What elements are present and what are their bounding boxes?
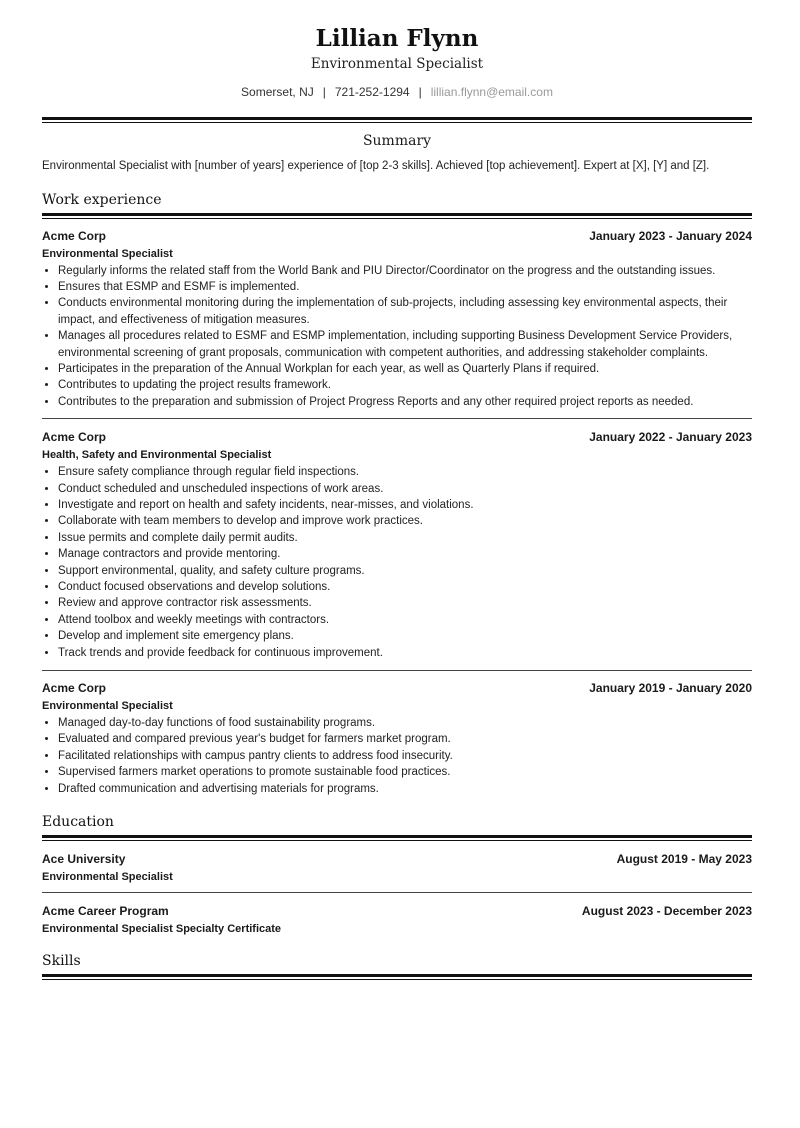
contact-line <box>42 84 752 100</box>
list-item: • Drafted communication and advertising materials for programs. <box>58 781 752 797</box>
list-item: • Issue permits and complete daily permit audits. <box>58 530 752 546</box>
summary-text: Environmental Specialist with [number of years] experience of [top 2-3 skills]. Achieved [top achievement]. Expert at [X], [Y] and [Z]. <box>42 160 710 172</box>
entry-divider <box>42 670 752 671</box>
list-item: • Ensures that ESMP and ESMF is implemented. <box>58 279 752 295</box>
work-experience-heading: Work experience <box>42 191 162 208</box>
list-item: • Conducts environmental monitoring during the implementation of sub-projects, including assessing key environmental aspects, their impact, and effectiveness of mitigation measures. <box>58 295 752 328</box>
phone-text: 721-252-1294 <box>334 85 410 99</box>
education-entry <box>42 851 752 886</box>
job-bullets <box>42 715 752 797</box>
job-header <box>42 228 752 245</box>
job-bullets <box>42 464 752 661</box>
email-link[interactable]: lillian.flynn@email.com <box>430 85 553 99</box>
education-heading: Education <box>42 814 114 831</box>
list-item: • Contributes to the preparation and submission of Project Progress Reports and any other required project reports as needed. <box>58 394 752 410</box>
job-header <box>42 429 752 446</box>
company-name: Acme Corp <box>42 681 107 696</box>
job-role: Environmental Specialist <box>42 700 173 713</box>
education-dates: August 2019 - May 2023 <box>616 852 752 867</box>
school-name: Ace University <box>42 852 126 867</box>
skills-divider <box>42 974 752 980</box>
list-item: • Ensure safety compliance through regular field inspections. <box>58 464 752 480</box>
list-item: • Conduct focused observations and develop solutions. <box>58 579 752 595</box>
contact-separator: | <box>322 85 326 99</box>
job-entry <box>42 429 752 661</box>
school-name: Acme Career Program <box>42 904 169 919</box>
job-bullets <box>42 263 752 411</box>
degree-name: Environmental Specialist Specialty Certificate <box>42 923 282 936</box>
skills-heading: Skills <box>42 953 81 970</box>
job-role: Health, Safety and Environmental Specialist <box>42 449 272 462</box>
job-dates: January 2023 - January 2024 <box>589 228 752 243</box>
entry-divider <box>42 892 752 893</box>
list-item: • Attend toolbox and weekly meetings with contractors. <box>58 612 752 628</box>
job-dates: January 2019 - January 2020 <box>589 681 752 696</box>
list-item: • Manages all procedures related to ESMF and ESMP implementation, including supporting Business Development Service Providers, environmental screening of grant proposals, communication with competent authorities, and addressing stakeholder complaints. <box>58 328 752 361</box>
company-name: Acme Corp <box>42 228 107 243</box>
list-item: • Supervised farmers market operations to promote sustainable food practices. <box>58 764 752 780</box>
list-item: • Collaborate with team members to develop and improve work practices. <box>58 513 752 529</box>
list-item: • Facilitated relationships with campus pantry clients to address food insecurity. <box>58 748 752 764</box>
job-dates: January 2022 - January 2023 <box>589 430 752 445</box>
list-item: • Evaluated and compared previous year's budget for farmers market program. <box>58 731 752 747</box>
work-experience-divider <box>42 213 752 219</box>
education-dates: August 2023 - December 2023 <box>581 904 752 919</box>
list-item: • Review and approve contractor risk assessments. <box>58 595 752 611</box>
list-item: • Develop and implement site emergency plans. <box>58 628 752 644</box>
candidate-title: Environmental Specialist <box>310 56 484 72</box>
list-item: • Regularly informs the related staff from the World Bank and PIU Director/Coordinator on the progress and the outstanding issues. <box>58 263 752 279</box>
list-item: • Participates in the preparation of the Annual Workplan for each year, as well as Quarterly Plans if required. <box>58 361 752 377</box>
list-item: • Manage contractors and provide mentoring. <box>58 546 752 562</box>
job-header <box>42 680 752 697</box>
degree-name: Environmental Specialist <box>42 871 173 884</box>
education-entry <box>42 903 752 938</box>
list-item: • Support environmental, quality, and safety culture programs. <box>58 563 752 579</box>
entry-divider <box>42 418 752 419</box>
job-role: Environmental Specialist <box>42 247 173 260</box>
job-entry <box>42 228 752 411</box>
list-item: • Investigate and report on health and safety incidents, near-misses, and violations. <box>58 497 752 513</box>
contact-separator: | <box>418 85 422 99</box>
job-entry <box>42 680 752 797</box>
list-item: • Track trends and provide feedback for continuous improvement. <box>58 645 752 661</box>
list-item: • Contributes to updating the project results framework. <box>58 377 752 393</box>
education-header <box>42 903 752 920</box>
summary-heading: Summary <box>362 133 432 149</box>
list-item: • Conduct scheduled and unscheduled inspections of work areas. <box>58 481 752 497</box>
header-divider <box>42 117 752 123</box>
list-item: • Managed day-to-day functions of food sustainability programs. <box>58 715 752 731</box>
education-header <box>42 851 752 868</box>
company-name: Acme Corp <box>42 430 107 445</box>
candidate-name: Lillian Flynn <box>315 25 479 52</box>
resume-page <box>42 0 752 980</box>
education-divider <box>42 835 752 841</box>
location-text: Somerset, NJ <box>241 85 314 99</box>
